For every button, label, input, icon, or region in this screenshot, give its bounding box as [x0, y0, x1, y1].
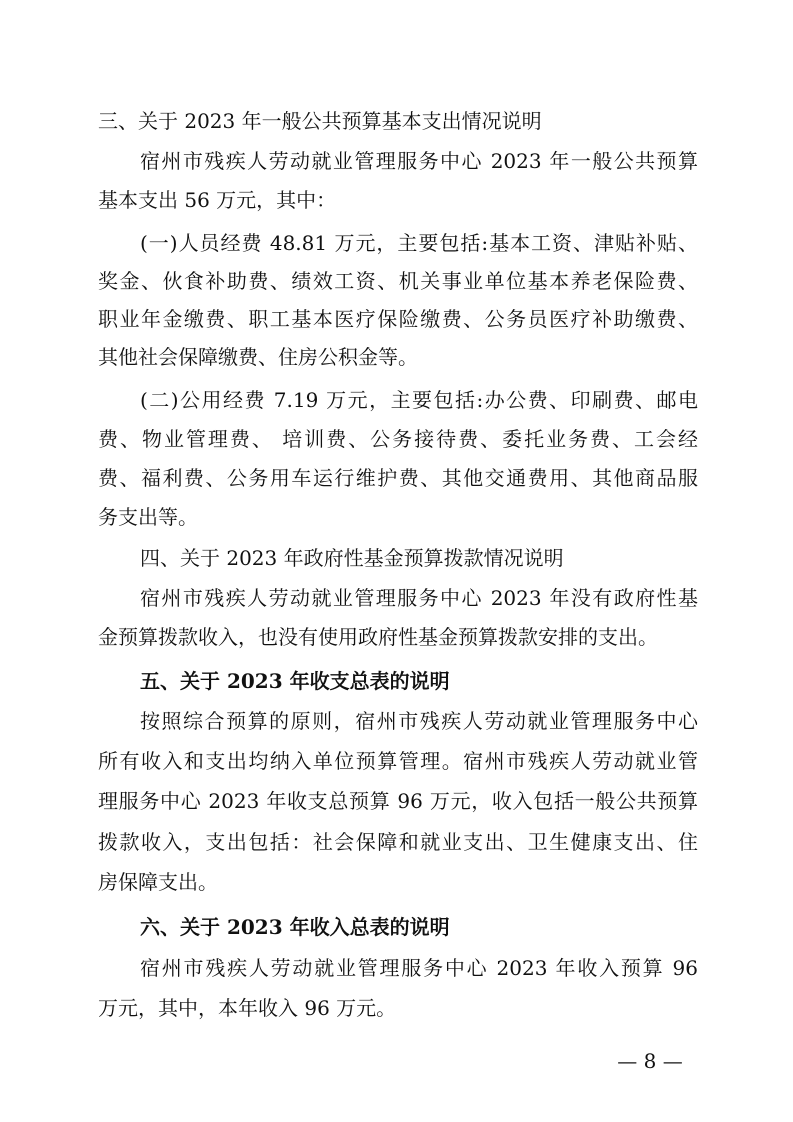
- paragraph-line: 拨款收入，支出包括：社会保障和就业支出、卫生健康支出、住: [98, 830, 698, 854]
- section-heading-4: 四、关于 2023 年政府性基金预算拨款情况说明: [140, 546, 564, 570]
- paragraph-line: 万元，其中，本年收入 96 万元。: [98, 996, 397, 1020]
- section-heading-5: 五、关于 2023 年收支总表的说明: [140, 669, 450, 693]
- paragraph-line: 务支出等。: [98, 505, 198, 529]
- paragraph-line: 宿州市残疾人劳动就业管理服务中心 2023 年一般公共预算: [140, 149, 698, 173]
- paragraph-line: 理服务中心 2023 年收支总预算 96 万元，收入包括一般公共预算: [98, 789, 698, 813]
- paragraph-line: 基本支出 56 万元，其中：: [98, 188, 337, 212]
- paragraph-line: (二)公用经费 7.19 万元，主要包括:办公费、印刷费、邮电: [140, 388, 698, 412]
- paragraph-line: 所有收入和支出均纳入单位预算管理。宿州市残疾人劳动就业管: [98, 749, 698, 773]
- paragraph-line: 按照综合预算的原则，宿州市残疾人劳动就业管理服务中心: [140, 709, 698, 733]
- paragraph-line: 其他社会保障缴费、住房公积金等。: [98, 345, 418, 369]
- section-heading-6: 六、关于 2023 年收入总表的说明: [140, 915, 450, 939]
- paragraph-line: 金预算拨款收入，也没有使用政府性基金预算拨款安排的支出。: [98, 625, 658, 649]
- paragraph-line: 奖金、伙食补助费、绩效工资、机关事业单位基本养老保险费、: [98, 269, 698, 293]
- paragraph-line: 费、福利费、公务用车运行维护费、其他交通费用、其他商品服: [98, 466, 698, 490]
- page-number: — 8 —: [617, 1049, 683, 1073]
- paragraph-line: (一)人员经费 48.81 万元，主要包括:基本工资、津贴补贴、: [140, 231, 698, 255]
- paragraph-line: 宿州市残疾人劳动就业管理服务中心 2023 年没有政府性基: [140, 586, 698, 610]
- section-heading-3: 三、关于 2023 年一般公共预算基本支出情况说明: [98, 109, 542, 133]
- paragraph-line: 职业年金缴费、职工基本医疗保险缴费、公务员医疗补助缴费、: [98, 307, 698, 331]
- paragraph-line: 房保障支出。: [98, 870, 218, 894]
- paragraph-line: 费、物业管理费、 培训费、公务接待费、委托业务费、工会经: [98, 427, 698, 451]
- paragraph-line: 宿州市残疾人劳动就业管理服务中心 2023 年收入预算 96: [140, 956, 698, 980]
